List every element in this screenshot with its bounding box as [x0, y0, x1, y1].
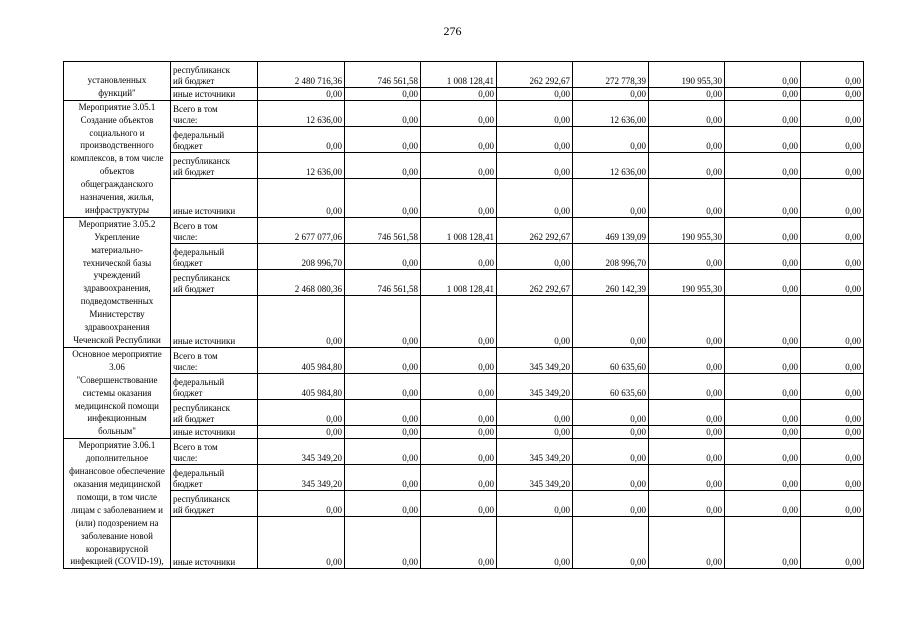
amount-cell: 0,00	[421, 100, 497, 126]
amount-cell: 0,00	[801, 347, 864, 373]
amount-cell: 0,00	[258, 491, 345, 517]
amount-cell: 262 292,67	[497, 269, 573, 295]
measure-name-cell: установленных функций"	[64, 62, 171, 101]
amount-cell: 0,00	[725, 152, 801, 178]
amount-cell: 0,00	[345, 465, 421, 491]
funding-source-cell: иные источники	[171, 517, 258, 569]
amount-cell: 0,00	[573, 426, 649, 439]
amount-cell: 405 984,80	[258, 347, 345, 373]
amount-cell: 0,00	[725, 347, 801, 373]
amount-cell: 0,00	[345, 178, 421, 217]
amount-cell: 0,00	[345, 126, 421, 152]
amount-cell: 0,00	[649, 152, 725, 178]
amount-cell: 1 008 128,41	[421, 217, 497, 243]
page-number: 276	[443, 24, 462, 38]
amount-cell: 0,00	[345, 439, 421, 465]
amount-cell: 0,00	[345, 295, 421, 347]
amount-cell: 0,00	[649, 439, 725, 465]
amount-cell: 0,00	[649, 178, 725, 217]
amount-cell: 0,00	[421, 439, 497, 465]
table-row	[64, 517, 864, 569]
amount-cell: 1 008 128,41	[421, 62, 497, 88]
amount-cell: 0,00	[345, 87, 421, 100]
table-row	[64, 400, 864, 426]
funding-source-cell: федеральный бюджет	[171, 243, 258, 269]
amount-cell: 0,00	[801, 62, 864, 88]
amount-cell: 0,00	[497, 126, 573, 152]
amount-cell: 0,00	[725, 517, 801, 569]
amount-cell: 0,00	[258, 426, 345, 439]
amount-cell: 345 349,20	[497, 374, 573, 400]
amount-cell: 345 349,20	[497, 347, 573, 373]
funding-source-cell: федеральный бюджет	[171, 374, 258, 400]
amount-cell: 60 635,60	[573, 347, 649, 373]
amount-cell: 0,00	[497, 517, 573, 569]
amount-cell: 0,00	[801, 217, 864, 243]
amount-cell: 0,00	[725, 439, 801, 465]
amount-cell: 345 349,20	[497, 439, 573, 465]
amount-cell: 0,00	[421, 465, 497, 491]
amount-cell: 746 561,58	[345, 269, 421, 295]
amount-cell: 12 636,00	[258, 152, 345, 178]
funding-source-cell: Всего в том числе:	[171, 100, 258, 126]
amount-cell: 0,00	[258, 87, 345, 100]
amount-cell: 0,00	[345, 517, 421, 569]
amount-cell: 12 636,00	[573, 100, 649, 126]
table-row	[64, 347, 864, 373]
amount-cell: 0,00	[649, 347, 725, 373]
amount-cell: 0,00	[421, 374, 497, 400]
amount-cell: 0,00	[421, 491, 497, 517]
table-body	[64, 62, 864, 569]
amount-cell: 0,00	[801, 439, 864, 465]
table-row	[64, 269, 864, 295]
amount-cell: 0,00	[345, 491, 421, 517]
amount-cell: 0,00	[258, 178, 345, 217]
amount-cell: 12 636,00	[573, 152, 649, 178]
amount-cell: 0,00	[725, 87, 801, 100]
amount-cell: 0,00	[725, 295, 801, 347]
amount-cell: 190 955,30	[649, 217, 725, 243]
amount-cell: 260 142,39	[573, 269, 649, 295]
amount-cell: 0,00	[345, 400, 421, 426]
amount-cell: 2 480 716,36	[258, 62, 345, 88]
measure-name-cell: Мероприятие 3.05.1 Создание объектов социального и производственного комплексов, в том числе объектов общегражданского назначения, жилья, инфраструктуры	[64, 100, 171, 217]
amount-cell: 0,00	[801, 374, 864, 400]
table-row	[64, 126, 864, 152]
funding-source-cell: республиканск ий бюджет	[171, 62, 258, 88]
amount-cell: 0,00	[725, 62, 801, 88]
table-row	[64, 217, 864, 243]
amount-cell: 0,00	[258, 126, 345, 152]
amount-cell: 0,00	[497, 178, 573, 217]
budget-table	[63, 61, 864, 569]
funding-source-cell: иные источники	[171, 178, 258, 217]
amount-cell: 746 561,58	[345, 62, 421, 88]
amount-cell: 262 292,67	[497, 62, 573, 88]
amount-cell: 0,00	[345, 374, 421, 400]
amount-cell: 0,00	[725, 426, 801, 439]
amount-cell: 262 292,67	[497, 217, 573, 243]
measure-name-cell: Мероприятие 3.06.1 дополнительное финансовое обеспечение оказания медицинской помощи, в том числе лицам с заболеванием и (или) подозрением на заболевание новой коронавирусной инфекцией (COVID-19),	[64, 439, 171, 569]
amount-cell: 0,00	[345, 243, 421, 269]
amount-cell: 345 349,20	[258, 439, 345, 465]
amount-cell: 0,00	[573, 491, 649, 517]
amount-cell: 0,00	[725, 374, 801, 400]
table-row	[64, 100, 864, 126]
amount-cell: 0,00	[421, 126, 497, 152]
amount-cell: 0,00	[573, 465, 649, 491]
amount-cell: 0,00	[725, 243, 801, 269]
amount-cell: 0,00	[345, 152, 421, 178]
amount-cell: 0,00	[573, 126, 649, 152]
amount-cell: 0,00	[801, 100, 864, 126]
amount-cell: 0,00	[801, 87, 864, 100]
amount-cell: 0,00	[649, 374, 725, 400]
table-row	[64, 426, 864, 439]
funding-source-cell: Всего в том числе:	[171, 217, 258, 243]
amount-cell: 0,00	[801, 491, 864, 517]
amount-cell: 0,00	[421, 517, 497, 569]
amount-cell: 0,00	[573, 178, 649, 217]
amount-cell: 0,00	[497, 87, 573, 100]
amount-cell: 60 635,60	[573, 374, 649, 400]
amount-cell: 0,00	[497, 152, 573, 178]
table-row	[64, 374, 864, 400]
amount-cell: 0,00	[801, 517, 864, 569]
amount-cell: 0,00	[421, 152, 497, 178]
amount-cell: 0,00	[649, 295, 725, 347]
amount-cell: 0,00	[497, 400, 573, 426]
table-row	[64, 295, 864, 347]
amount-cell: 0,00	[421, 295, 497, 347]
amount-cell: 0,00	[801, 295, 864, 347]
amount-cell: 0,00	[725, 100, 801, 126]
amount-cell: 208 996,70	[573, 243, 649, 269]
measure-name-cell: Мероприятие 3.05.2 Укрепление материально- технической базы учреждений здравоохранения, подведомственных Министерству здравоохранения Чеченской Республики	[64, 217, 171, 347]
amount-cell: 0,00	[801, 243, 864, 269]
amount-cell: 2 677 077,06	[258, 217, 345, 243]
amount-cell: 0,00	[573, 295, 649, 347]
amount-cell: 0,00	[258, 400, 345, 426]
amount-cell: 0,00	[649, 400, 725, 426]
table-row	[64, 243, 864, 269]
measure-name-cell: Основное мероприятие 3.06 "Совершенствование системы оказания медицинской помощи инфекционным больным"	[64, 347, 171, 438]
amount-cell: 0,00	[649, 426, 725, 439]
amount-cell: 0,00	[573, 87, 649, 100]
amount-cell: 0,00	[421, 426, 497, 439]
amount-cell: 208 996,70	[258, 243, 345, 269]
amount-cell: 0,00	[801, 126, 864, 152]
table-row	[64, 178, 864, 217]
amount-cell: 0,00	[421, 243, 497, 269]
amount-cell: 0,00	[801, 269, 864, 295]
amount-cell: 0,00	[801, 426, 864, 439]
amount-cell: 0,00	[649, 100, 725, 126]
amount-cell: 12 636,00	[258, 100, 345, 126]
amount-cell: 0,00	[725, 465, 801, 491]
amount-cell: 0,00	[421, 347, 497, 373]
amount-cell: 0,00	[497, 243, 573, 269]
funding-source-cell: республиканск ий бюджет	[171, 400, 258, 426]
amount-cell: 190 955,30	[649, 269, 725, 295]
amount-cell: 0,00	[497, 100, 573, 126]
amount-cell: 0,00	[345, 347, 421, 373]
amount-cell: 0,00	[258, 517, 345, 569]
table-row	[64, 152, 864, 178]
amount-cell: 190 955,30	[649, 62, 725, 88]
amount-cell: 0,00	[725, 269, 801, 295]
table-row	[64, 439, 864, 465]
amount-cell: 2 468 080,36	[258, 269, 345, 295]
amount-cell: 0,00	[801, 400, 864, 426]
amount-cell: 0,00	[801, 178, 864, 217]
amount-cell: 0,00	[725, 178, 801, 217]
amount-cell: 0,00	[649, 87, 725, 100]
amount-cell: 0,00	[345, 100, 421, 126]
amount-cell: 0,00	[421, 87, 497, 100]
amount-cell: 0,00	[649, 126, 725, 152]
amount-cell: 272 778,39	[573, 62, 649, 88]
amount-cell: 0,00	[573, 400, 649, 426]
amount-cell: 0,00	[725, 400, 801, 426]
table-row	[64, 491, 864, 517]
amount-cell: 0,00	[725, 491, 801, 517]
amount-cell: 0,00	[649, 491, 725, 517]
funding-source-cell: республиканск ий бюджет	[171, 269, 258, 295]
amount-cell: 405 984,80	[258, 374, 345, 400]
amount-cell: 0,00	[421, 400, 497, 426]
funding-source-cell: иные источники	[171, 87, 258, 100]
funding-source-cell: иные источники	[171, 295, 258, 347]
amount-cell: 0,00	[258, 295, 345, 347]
amount-cell: 0,00	[497, 295, 573, 347]
amount-cell: 0,00	[421, 178, 497, 217]
funding-source-cell: республиканск ий бюджет	[171, 152, 258, 178]
amount-cell: 1 008 128,41	[421, 269, 497, 295]
amount-cell: 345 349,20	[258, 465, 345, 491]
amount-cell: 0,00	[801, 152, 864, 178]
amount-cell: 746 561,58	[345, 217, 421, 243]
amount-cell: 0,00	[649, 465, 725, 491]
table-row	[64, 87, 864, 100]
funding-source-cell: федеральный бюджет	[171, 465, 258, 491]
funding-source-cell: федеральный бюджет	[171, 126, 258, 152]
amount-cell: 345 349,20	[497, 465, 573, 491]
funding-source-cell: Всего в том числе:	[171, 347, 258, 373]
amount-cell: 0,00	[801, 465, 864, 491]
funding-source-cell: Всего в том числе:	[171, 439, 258, 465]
amount-cell: 0,00	[725, 217, 801, 243]
amount-cell: 0,00	[497, 491, 573, 517]
amount-cell: 0,00	[725, 126, 801, 152]
amount-cell: 0,00	[573, 517, 649, 569]
table-row	[64, 62, 864, 88]
funding-source-cell: республиканск ий бюджет	[171, 491, 258, 517]
amount-cell: 0,00	[649, 517, 725, 569]
amount-cell: 469 139,09	[573, 217, 649, 243]
funding-source-cell: иные источники	[171, 426, 258, 439]
amount-cell: 0,00	[649, 243, 725, 269]
amount-cell: 0,00	[497, 426, 573, 439]
table-row	[64, 465, 864, 491]
amount-cell: 0,00	[345, 426, 421, 439]
amount-cell: 0,00	[573, 439, 649, 465]
